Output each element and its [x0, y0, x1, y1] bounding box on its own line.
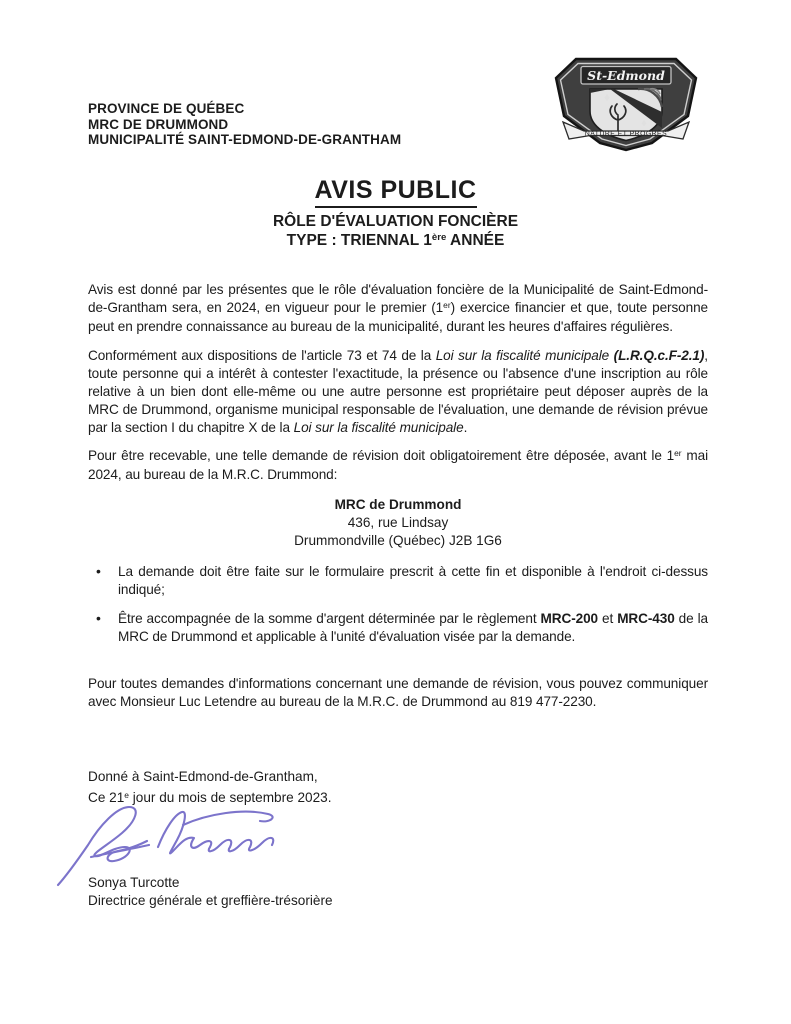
notice-body [88, 281, 708, 711]
bullet-icon: • [96, 610, 101, 626]
signatory-name: Sonya Turcotte [88, 875, 180, 890]
address-city: Drummondville (Québec) J2B 1G6 [294, 533, 502, 548]
list-item-fee-requirement [88, 610, 708, 646]
closing-date-line: Ce 21e jour du mois de septembre 2023. [88, 790, 332, 805]
crest-name-text: St-Edmond [587, 68, 665, 83]
paragraph-legal-basis: Conformément aux dispositions de l'article 73 et 74 de la Loi sur la fiscalité municipale (L.R.Q.c.F-2.1), toute personne qui a intérêt à contester l'exactitude, la présence ou l'absence d'une inscription au rôle relative à un bien dont elle-même ou une autre personne est propriétaire peut déposer auprès de la MRC de Drummond, organisme municipal responsable de l'évaluation, une demande de révision prévue par la section I du chapitre X de la Loi sur la fiscalité municipale. [88, 348, 708, 435]
address-street: 436, rue Lindsay [347, 515, 449, 530]
address-name: MRC de Drummond [334, 497, 462, 512]
requirements-list [88, 563, 708, 646]
letterhead-line-municipality: MUNICIPALITÉ SAINT-EDMOND-DE-GRANTHAM [88, 132, 402, 147]
notice-title: AVIS PUBLIC [315, 176, 477, 208]
list-item-form-requirement [88, 563, 708, 599]
list-item-text: Être accompagnée de la somme d'argent déterminée par le règlement MRC-200 et MRC-430 de la MRC de Drummond et applicable à l'unité d'évaluation visée par la demande. [118, 611, 708, 644]
letterhead-line-province: PROVINCE DE QUÉBEC [88, 101, 245, 116]
subtitle-line-2: TYPE : TRIENNAL 1ère ANNÉE [286, 231, 505, 249]
bullet-icon: • [96, 563, 101, 579]
list-item-text: La demande doit être faite sur le formulaire prescrit à cette fin et disponible à l'endroit ci-dessus indiqué; [118, 564, 708, 597]
address-block [88, 496, 708, 550]
notice-subtitle [0, 213, 791, 252]
st-edmond-crest-icon [550, 54, 702, 155]
letterhead-line-mrc: MRC DE DRUMMOND [88, 116, 229, 132]
closing-place-line: Donné à Saint-Edmond-de-Grantham, [88, 769, 318, 784]
paragraph-deadline: Pour être recevable, une telle demande de révision doit obligatoirement être déposée, avant le 1er mai 2024, au bureau de la M.R.C. Drummond: [88, 448, 709, 482]
paragraph-contact-info: Pour toutes demandes d'informations concernant une demande de révision, vous pouvez communiquer avec Monsieur Luc Letendre au bureau de la M.R.C. de Drummond au 819 477-2230. [88, 676, 708, 709]
signatory-role: Directrice générale et greffière-trésorière [88, 892, 333, 908]
signatory-block [88, 874, 333, 909]
paragraph-effective-date: Avis est donné par les présentes que le rôle d'évaluation foncière de la Municipalité de Saint-Edmond-de-Grantham sera, en 2024, en vigueur pour le premier (1er) exercice financier et que, toute personne peut en prendre connaissance au bureau de la municipalité, durant les heures d'affaires régulières. [88, 282, 708, 334]
crest-motto-text: NATURE ET PROGRÈS [584, 130, 668, 138]
subtitle-line-1: RÔLE D'ÉVALUATION FONCIÈRE [272, 213, 519, 230]
letterhead [88, 101, 401, 148]
